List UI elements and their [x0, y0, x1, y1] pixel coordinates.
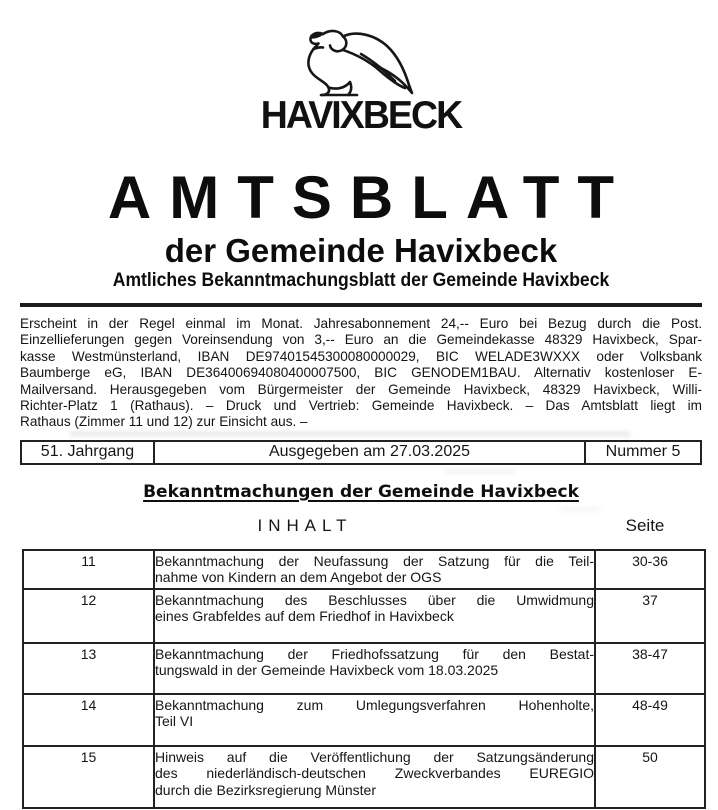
imprint-paragraph: Erscheint in der Regel einmal im Monat. Jahresabonnement 24,-- Euro bei Bezug durch die Post. Einzellieferungen gegen Voreinsendung von 3,-- Euro an die Gemeindekasse 48329 Havixbeck, Spar- kasse Westmünsterland, IBAN DE97401545300080000029, BIC WELADE3WXXX oder Volksbank Baumberge eG, IBAN DE36400694080400007500, BIC GENODEM1BAU. Alternativ kostenloser E- Mailversand. Herausgegeben vom Bürgermeister der Gemeinde Havixbeck, 48329 Havixbeck, Willi- Richter-Platz 1 (Rathaus). – Druck und Vertrieb: Gemeinde Havixbeck. – Das Amtsblatt liegt im Rathaus (Zimmer 11 und 12) zur Einsicht aus. –	[20, 316, 702, 430]
issue-date: Ausgegeben am 27.03.2025	[155, 442, 586, 463]
toc-row-title: Hinweis auf die Veröffentlichung der Satzungsänderung des niederländisch-deutschen Zweckverbandes EUREGIO durch die Bezirksregierung Münster	[154, 746, 595, 808]
issue-bar	[20, 440, 702, 465]
toc-row-number: 14	[23, 694, 154, 746]
toc-title: INHALT	[257, 515, 353, 535]
toc-row-number: 12	[23, 589, 154, 643]
toc-row-title: Bekanntmachung zum Umlegungsverfahren Hohenholte, Teil VI	[154, 694, 595, 746]
logo-wordmark: HAVIXBECK	[260, 94, 462, 137]
toc-row-pages: 30-36	[595, 550, 705, 589]
toc-row-title: Bekanntmachung des Beschlusses über die Umwidmung eines Grabfeldes auf dem Friedhof in Havixbeck	[154, 589, 595, 643]
issue-volume: 51. Jahrgang	[22, 442, 155, 463]
toc-row-pages: 37	[595, 589, 705, 643]
page-subsubtitle: Amtliches Bekanntmachungsblatt der Gemeinde Havixbeck	[112, 269, 610, 291]
section-heading: Bekanntmachungen der Gemeinde Havixbeck	[143, 481, 579, 502]
toc-row	[23, 694, 705, 746]
toc-row-number: 11	[23, 550, 154, 589]
page-content	[20, 0, 702, 809]
toc-row	[23, 550, 705, 589]
falcon-logo-icon	[299, 27, 423, 97]
page-title: AMTSBLATT	[107, 164, 633, 231]
toc-row-pages: 48-49	[595, 694, 705, 746]
toc-row-number: 15	[23, 746, 154, 808]
toc-table	[22, 549, 706, 809]
toc-row-title: Bekanntmachung der Neufassung der Satzung für die Teil- nahme von Kindern an dem Angebot der OGS	[154, 550, 595, 589]
toc-row-title: Bekanntmachung der Friedhofssatzung für den Bestat- tungswald in der Gemeinde Havixbeck vom 18.03.2025	[154, 643, 595, 694]
toc-row-pages: 38-47	[595, 643, 705, 694]
toc-row	[23, 746, 705, 808]
masthead-rule	[20, 303, 702, 307]
toc-row	[23, 643, 705, 694]
toc-row	[23, 589, 705, 643]
page-column-label: Seite	[625, 515, 665, 535]
toc-row-number: 13	[23, 643, 154, 694]
issue-number: Nummer 5	[605, 442, 681, 460]
municipality-logo	[20, 27, 702, 137]
page-subtitle: der Gemeinde Havixbeck	[164, 232, 558, 269]
toc-header-row	[20, 514, 702, 540]
toc-row-pages: 50	[595, 746, 705, 808]
